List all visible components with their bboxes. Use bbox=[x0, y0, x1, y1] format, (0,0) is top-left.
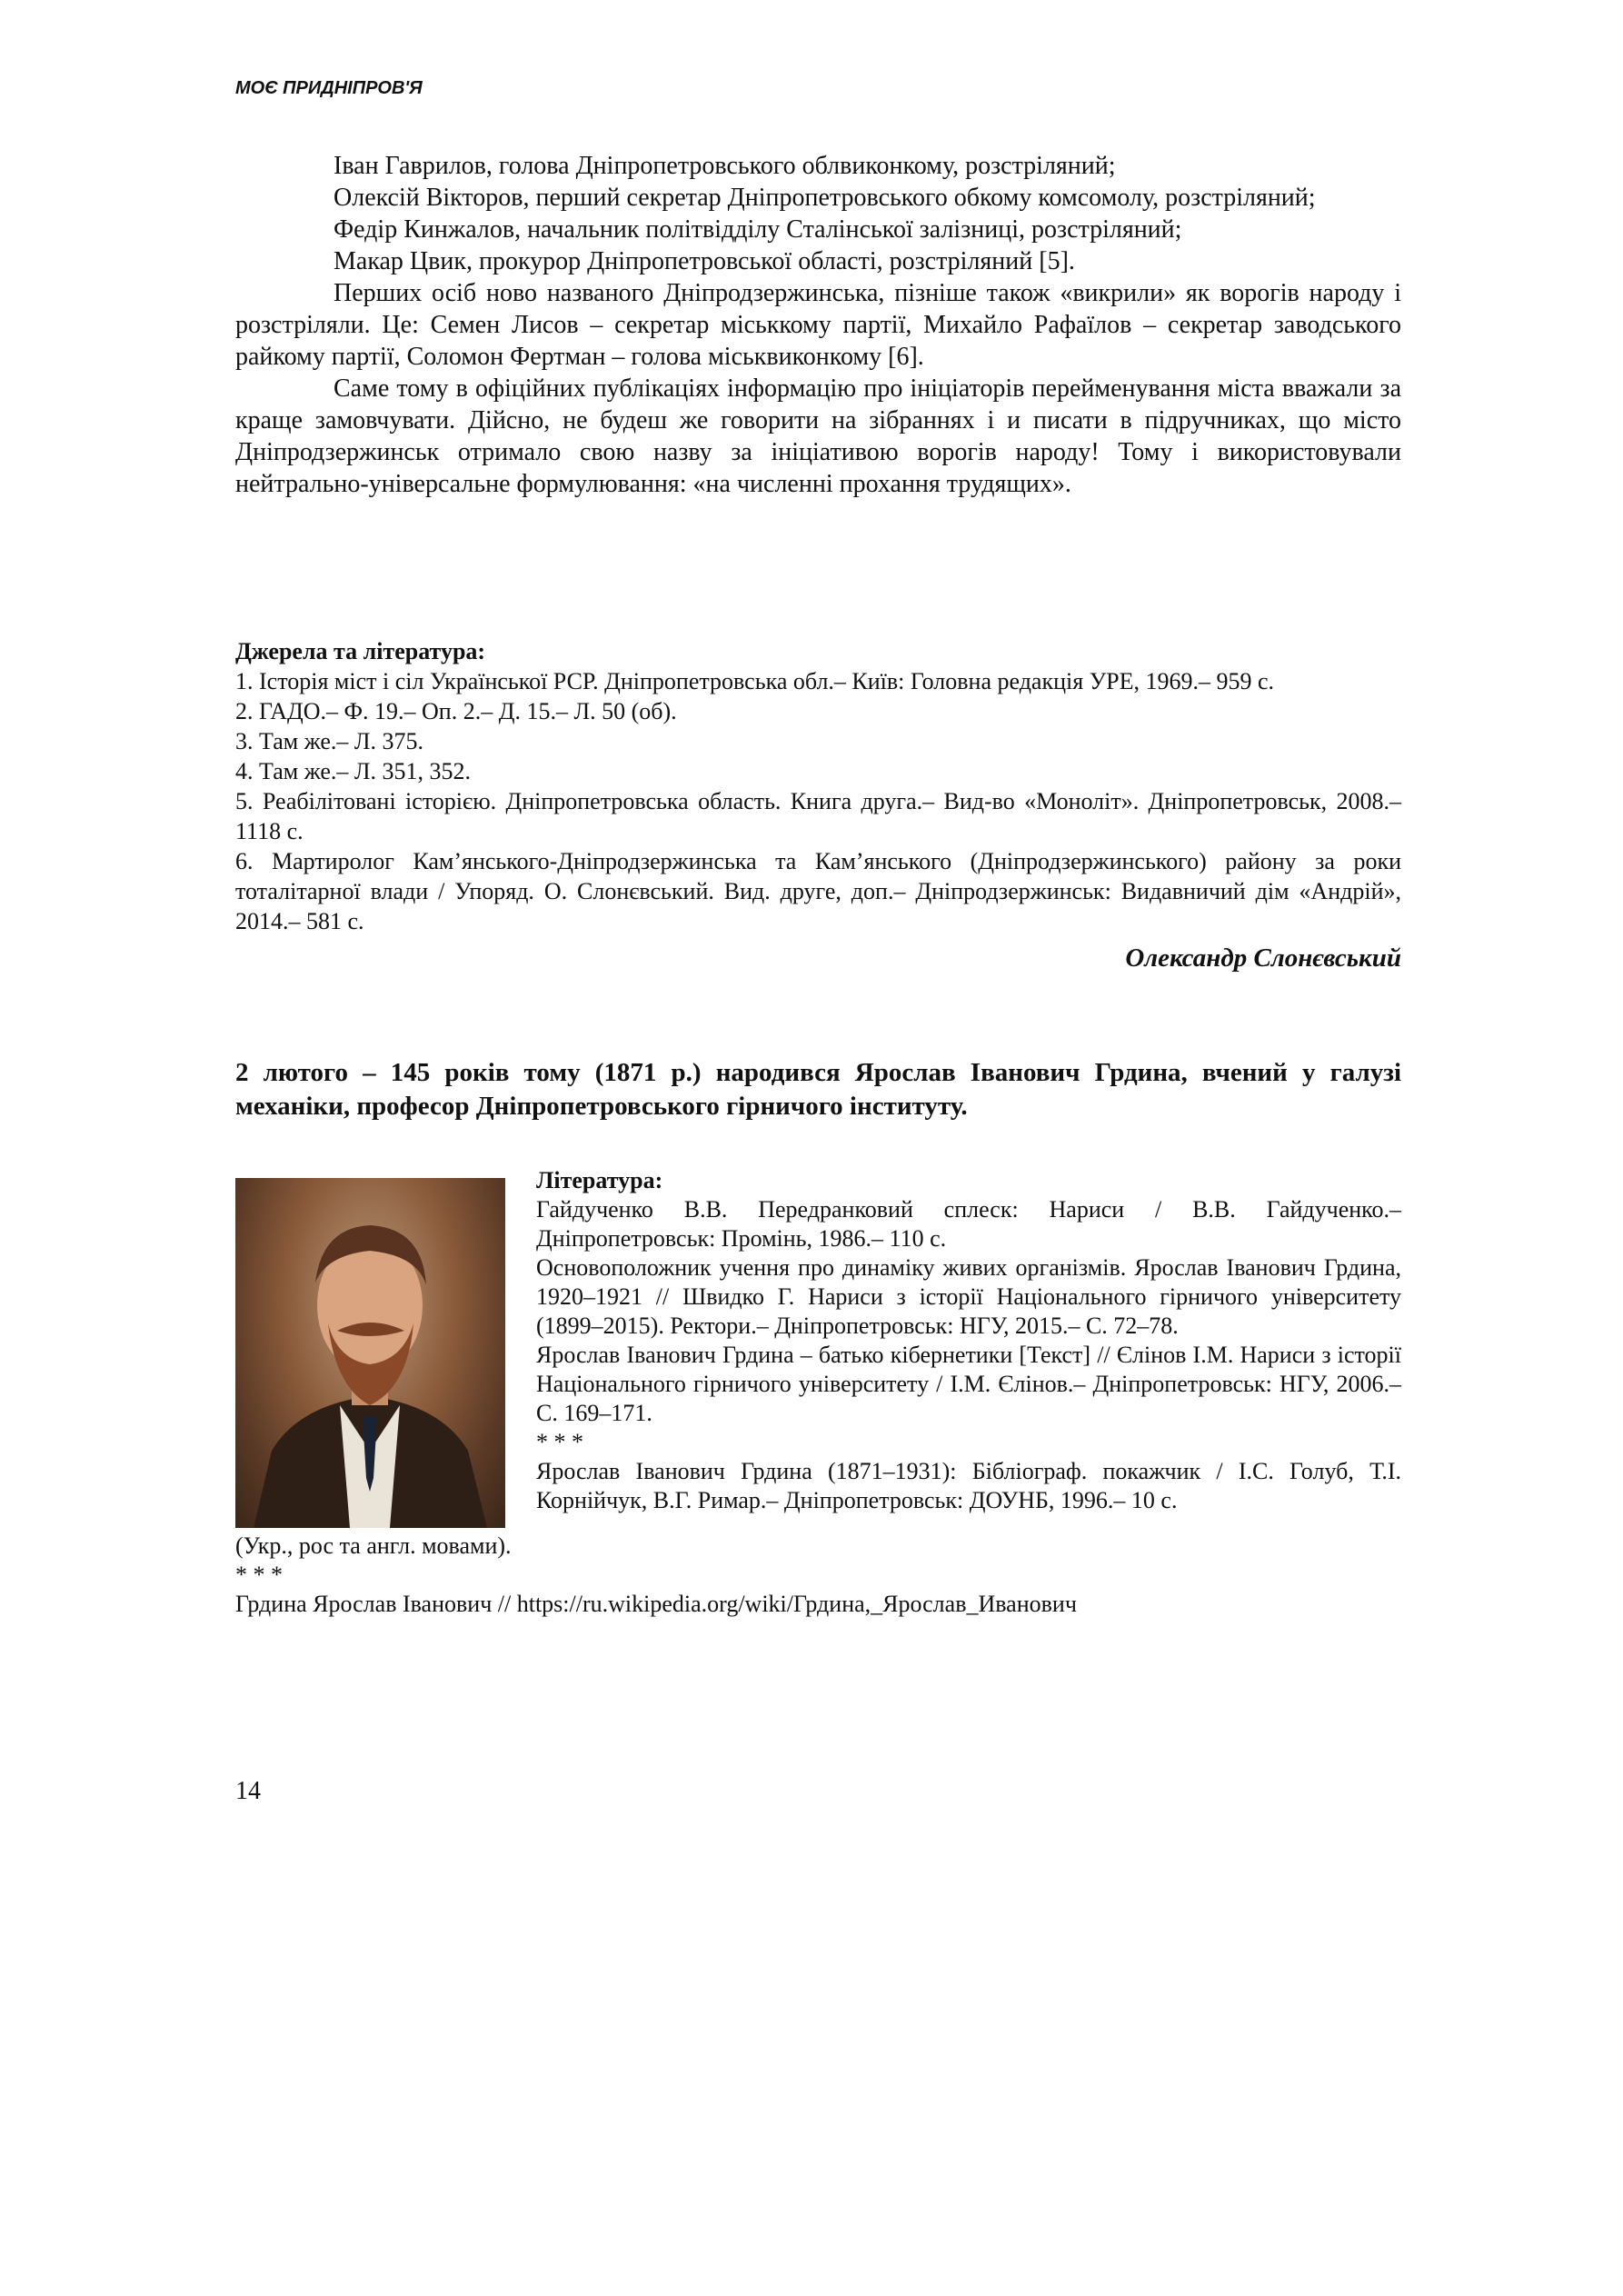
separator: * * * bbox=[235, 1562, 283, 1588]
paragraph: Перших осіб ново названого Дніпродзержинська, пізніше також «викрили» як ворогів народу і розстріляли. Це: Семен Лисов – секретар міськкому партії, Михайло Рафаїлов – секретар заводського райкому партії, Соломон Фертман – голова міськвиконкому [6]. bbox=[235, 279, 1401, 371]
literature-item: Гайдученко В.В. Передранковий сплеск: Нариси / В.В. Гайдученко.– Дніпропетровськ: Промінь, 1986.– 110 с. bbox=[536, 1196, 1401, 1252]
source-item: 2. ГАДО.– Ф. 19.– Оп. 2.– Д. 15.– Л. 50 (об). bbox=[235, 698, 677, 724]
source-item: 5. Реабілітовані історією. Дніпропетровська область. Книга друга.– Вид-во «Моноліт». Дніпропетровськ, 2008.– 1118 с. bbox=[235, 788, 1401, 844]
literature-section bbox=[536, 1166, 1401, 1515]
sources-heading: Джерела та література: bbox=[235, 638, 486, 664]
paragraph: Саме тому в офіційних публікаціях інформацію про ініціаторів перейменування міста вважали за краще замовчувати. Дійсно, не будеш же говорити на зібраннях і и писати в підручниках, що місто Дніпродзержинськ отримало свою назву за ініціативою ворогів народу! Тому і використовували нейтрально-універсальне формулювання: «на численні прохання трудящих». bbox=[235, 374, 1401, 498]
continuation-text: (Укр., рос та англ. мовами). bbox=[235, 1532, 512, 1559]
source-item: 4. Там же.– Л. 351, 352. bbox=[235, 758, 472, 784]
list-item: Іван Гаврилов, голова Дніпропетровського облвиконкому, розстріляний; bbox=[334, 152, 1116, 180]
list-item: Олексій Вікторов, перший секретар Дніпропетровського обкому комсомолу, розстріляний; bbox=[334, 184, 1316, 212]
literature-continuation bbox=[235, 1532, 1401, 1619]
portrait-figure bbox=[235, 1178, 505, 1528]
portrait-image bbox=[235, 1178, 505, 1528]
literature-heading: Література: bbox=[536, 1167, 663, 1193]
literature-item: Ярослав Іванович Грдина (1871–1931): Бібліограф. покажчик / І.С. Голуб, Т.І. Корнійчук, В.Г. Римар.– Дніпропетровськ: ДОУНБ, 1996.– 10 с. bbox=[536, 1458, 1401, 1513]
list-item: Макар Цвик, прокурор Дніпропетровської області, розстріляний [5]. bbox=[334, 247, 1075, 275]
main-text bbox=[235, 150, 1401, 500]
announcement-heading: 2 лютого – 145 років тому (1871 р.) народився Ярослав Іванович Грдина, вчений у галузі механіки, професор Дніпропетровського гірничого інституту. bbox=[235, 1058, 1401, 1121]
literature-item: Ярослав Іванович Грдина – батько кібернетики [Текст] // Єлінов І.М. Нариси з історії Національного гірничого університету / І.М. Єлінов.– Дніпропетровськ: НГУ, 2006.– С. 169–171. bbox=[536, 1342, 1401, 1426]
article-author: Олександр Слонєвський bbox=[1125, 943, 1401, 973]
running-header: МОЄ ПРИДНІПРОВ'Я bbox=[235, 78, 423, 98]
literature-item: Основоположник учення про динаміку живих організмів. Ярослав Іванович Грдина, 1920–1921 // Швидко Г. Нариси з історії Національного гірничого університету (1899–2015). Ректори.– Дніпропетровськ: НГУ, 2015.– С. 72–78. bbox=[536, 1254, 1401, 1339]
separator: * * * bbox=[536, 1429, 583, 1455]
web-reference[interactable]: Грдина Ярослав Іванович // https://ru.wikipedia.org/wiki/Грдина,_Ярослав_Иванович bbox=[235, 1591, 1077, 1617]
list-item: Федір Кинжалов, начальник політвідділу Сталінської залізниці, розстріляний; bbox=[334, 215, 1182, 244]
page-number: 14 bbox=[235, 1777, 261, 1805]
source-item: 1. Історія міст і сіл Української РСР. Дніпропетровська обл.– Київ: Головна редакція УРЕ, 1969.– 959 с. bbox=[235, 668, 1274, 694]
source-item: 3. Там же.– Л. 375. bbox=[235, 728, 424, 754]
source-item: 6. Мартиролог Кам’янського-Дніпродзержинська та Кам’янського (Дніпродзержинського) району за роки тоталітарної влади / Упоряд. О. Слонєвський. Вид. друге, доп.– Дніпродзержинськ: Видавничий дім «Андрій», 2014.– 581 с. bbox=[235, 848, 1401, 934]
sources-section bbox=[235, 636, 1401, 973]
